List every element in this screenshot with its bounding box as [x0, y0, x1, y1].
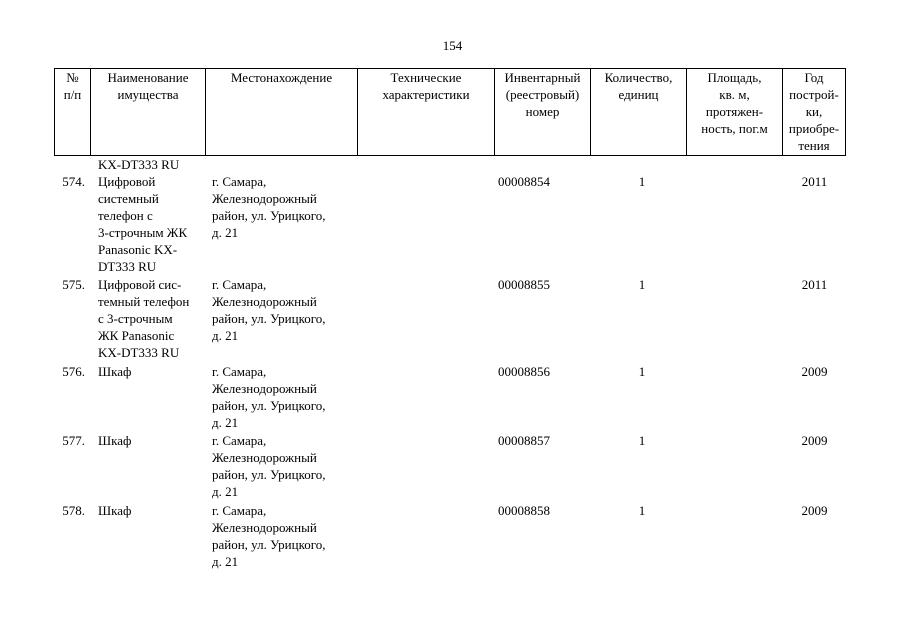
row-name: Шкаф [98, 364, 132, 379]
row-name: Шкаф [98, 503, 132, 518]
row-inventory: 00008858 [498, 503, 550, 518]
header-year: Год построй- ки, приобре- тения [783, 69, 846, 156]
table-header [54, 68, 846, 156]
row-inventory: 00008857 [498, 433, 550, 448]
row-location: г. Самара, Железнодорожный район, ул. Урицкого, д. 21 [212, 174, 326, 240]
row-location: г. Самара, Железнодорожный район, ул. Урицкого, д. 21 [212, 503, 326, 569]
page-number: 154 [442, 38, 463, 53]
row-location: г. Самара, Железнодорожный район, ул. Урицкого, д. 21 [212, 277, 326, 343]
row-name: Цифровой сис- темный телефон с 3-строчным ЖК Panasonic KX-DT333 RU [98, 277, 190, 360]
row-quantity: 1 [638, 277, 646, 292]
row-name: Шкаф [98, 433, 132, 448]
header-number: № п/п [55, 69, 91, 156]
header-quantity: Количество, единиц [591, 69, 687, 156]
header-area: Площадь, кв. м, протяжен- ность, пог.м [687, 69, 783, 156]
row-year: 2009 [801, 433, 828, 448]
header-location: Местонахождение [206, 69, 358, 156]
row-year: 2011 [801, 277, 828, 292]
row-location: г. Самара, Железнодорожный район, ул. Урицкого, д. 21 [212, 433, 326, 499]
row-location: г. Самара, Железнодорожный район, ул. Урицкого, д. 21 [212, 364, 326, 430]
header-inventory: Инвентарный (реестровый) номер [495, 69, 591, 156]
row-number: 576. [62, 364, 85, 379]
row-number: 575. [62, 277, 85, 292]
row-name: KX-DT333 RU Цифровой системный телефон с 3-строчным ЖК Panasonic KX- DT333 RU [98, 157, 188, 274]
row-year: 2009 [801, 364, 828, 379]
header-name: Наименование имущества [91, 69, 206, 156]
row-quantity: 1 [638, 433, 646, 448]
row-number: 574. [62, 174, 85, 189]
header-specs: Технические характеристики [358, 69, 495, 156]
row-number: 578. [62, 503, 85, 518]
row-inventory: 00008854 [498, 174, 550, 189]
row-quantity: 1 [638, 364, 646, 379]
row-number: 577. [62, 433, 85, 448]
row-inventory: 00008856 [498, 364, 550, 379]
row-year: 2009 [801, 503, 828, 518]
row-quantity: 1 [638, 503, 646, 518]
row-quantity: 1 [638, 174, 646, 189]
row-year: 2011 [801, 174, 828, 189]
row-inventory: 00008855 [498, 277, 550, 292]
